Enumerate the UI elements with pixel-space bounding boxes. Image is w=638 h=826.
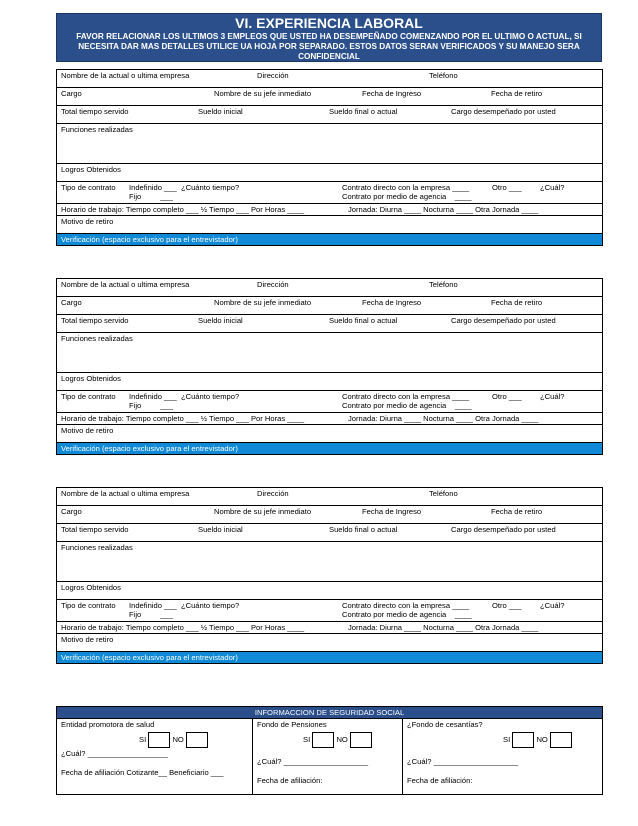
direct-contract-option: Contrato directo con la empresa xyxy=(342,183,451,192)
health-no-label: NO xyxy=(172,735,184,744)
pension-no-label: NO xyxy=(336,735,348,744)
schedule-label: Horario de trabajo: Tiempo completo ___ ½ Tiempo ___ Por Horas ____ xyxy=(61,414,305,423)
section-header xyxy=(56,13,602,62)
leaving-reason-label: Motivo de retiro xyxy=(61,217,114,226)
achievements-field[interactable] xyxy=(57,164,603,182)
achievements-label: Logros Obtenidos xyxy=(61,583,121,592)
achievements-field[interactable] xyxy=(57,582,603,600)
company-name-label: Nombre de la actual o ultima empresa xyxy=(61,71,190,80)
end-date-label: Fecha de retiro xyxy=(491,89,543,98)
which-label: ¿Cuál? xyxy=(540,392,565,401)
role-held-label: Cargo desempeñado por usted xyxy=(451,107,556,116)
indefinite-option[interactable]: Indefinido ___ xyxy=(129,183,177,192)
fixed-term-blank[interactable]: ___ xyxy=(160,610,173,619)
direct-contract-blank[interactable]: ____ xyxy=(452,601,470,610)
initial-salary-label: Sueldo inicial xyxy=(198,107,243,116)
phone-label: Teléfono xyxy=(429,280,458,289)
pension-affiliation-field[interactable]: Fecha de afiliación: xyxy=(257,776,323,785)
which-label: ¿Cuál? xyxy=(540,601,565,610)
schedule-label: Horario de trabajo: Tiempo completo ___ ½ Tiempo ___ Por Horas ____ xyxy=(61,205,305,214)
time-served-label: Total tiempo servido xyxy=(61,525,129,534)
initial-salary-label: Sueldo inicial xyxy=(198,525,243,534)
start-date-label: Fecha de Ingreso xyxy=(362,89,422,98)
schedule-row[interactable] xyxy=(57,204,603,216)
leaving-reason-field[interactable] xyxy=(57,216,603,234)
supervisor-label: Nombre de su jefe inmediato xyxy=(214,507,312,516)
severance-no-label: NO xyxy=(536,735,548,744)
health-entity-label: Entidad promotora de salud xyxy=(61,720,155,729)
other-option: Otro xyxy=(492,392,507,401)
achievements-field[interactable] xyxy=(57,373,603,391)
how-long-label: ¿Cuánto tiempo? xyxy=(180,183,240,192)
contract-type-label: Tipo de contrato xyxy=(61,601,116,610)
schedule-label: Horario de trabajo: Tiempo completo ___ ½ Tiempo ___ Por Horas ____ xyxy=(61,623,305,632)
start-date-label: Fecha de Ingreso xyxy=(362,298,422,307)
functions-label: Funciones realizadas xyxy=(61,543,133,552)
pension-which-field[interactable]: ¿Cuál? ____________________ xyxy=(257,757,369,766)
achievements-label: Logros Obtenidos xyxy=(61,374,121,383)
leaving-reason-label: Motivo de retiro xyxy=(61,635,114,644)
agency-contract-blank[interactable]: ____ xyxy=(454,192,472,201)
severance-fund-label: ¿Fondo de cesantías? xyxy=(407,720,483,729)
social-security-title: INFORMACCION DE SEGURIDAD SOCIAL xyxy=(57,707,603,719)
leaving-reason-field[interactable] xyxy=(57,425,603,443)
job-block-1 xyxy=(56,69,603,246)
functions-field[interactable] xyxy=(57,124,603,164)
indefinite-option[interactable]: Indefinido ___ xyxy=(129,601,177,610)
functions-field[interactable] xyxy=(57,542,603,582)
severance-affiliation-field[interactable]: Fecha de afiliación: xyxy=(407,776,473,785)
agency-contract-option: Contrato por medio de agencia xyxy=(342,192,447,201)
health-si-label: SI xyxy=(139,735,147,744)
supervisor-label: Nombre de su jefe inmediato xyxy=(214,298,312,307)
fixed-term-blank[interactable]: ___ xyxy=(160,401,173,410)
job-block-3 xyxy=(56,487,603,664)
section-instructions: FAVOR RELACIONAR LOS ULTIMOS 3 EMPLEOS QUE USTED HA DESEMPEÑADO COMENZANDO POR EL ULTIMO O ACTUAL, SI NECESITA DAR MAS DETALLES UTILICE UA HOJA POR SEPARADO. ESTOS DATOS SERAN VERIFICADOS Y SU MANEJO SERA CONFIDENCIAL xyxy=(76,32,582,61)
which-label: ¿Cuál? xyxy=(540,183,565,192)
verification-bar xyxy=(57,443,603,455)
position-label: Cargo xyxy=(61,507,82,516)
agency-contract-blank[interactable]: ____ xyxy=(454,610,472,619)
role-held-label: Cargo desempeñado por usted xyxy=(451,316,556,325)
severance-no-checkbox[interactable] xyxy=(550,732,572,748)
severance-si-checkbox[interactable] xyxy=(512,732,534,748)
health-affiliation-field[interactable]: Fecha de afiliación Cotizante__ Beneficiario ___ xyxy=(61,768,224,777)
salary-row[interactable] xyxy=(57,315,603,333)
direct-contract-blank[interactable]: ____ xyxy=(452,392,470,401)
contract-type-row[interactable] xyxy=(57,391,603,413)
achievements-label: Logros Obtenidos xyxy=(61,165,121,174)
verification-label: Verificación (espacio exclusivo para el entrevistador) xyxy=(61,444,238,453)
contract-type-label: Tipo de contrato xyxy=(61,392,116,401)
contract-type-label: Tipo de contrato xyxy=(61,183,116,192)
end-date-label: Fecha de retiro xyxy=(491,507,543,516)
position-label: Cargo xyxy=(61,298,82,307)
severance-si-label: SI xyxy=(503,735,511,744)
section-title: VI. EXPERIENCIA LABORAL xyxy=(235,15,423,31)
agency-contract-option: Contrato por medio de agencia xyxy=(342,610,447,619)
verification-label: Verificación (espacio exclusivo para el entrevistador) xyxy=(61,653,238,662)
other-blank[interactable]: ___ xyxy=(508,601,522,610)
indefinite-option[interactable]: Indefinido ___ xyxy=(129,392,177,401)
health-si-checkbox[interactable] xyxy=(148,732,170,748)
schedule-row[interactable] xyxy=(57,622,603,634)
job-block-2 xyxy=(56,278,603,455)
fixed-term-option: Fijo xyxy=(129,192,142,201)
agency-contract-option: Contrato por medio de agencia xyxy=(342,401,447,410)
role-held-label: Cargo desempeñado por usted xyxy=(451,525,556,534)
pension-no-checkbox[interactable] xyxy=(350,732,372,748)
position-label: Cargo xyxy=(61,89,82,98)
social-security-table xyxy=(56,706,603,795)
contract-type-row[interactable] xyxy=(57,182,603,204)
company-row[interactable] xyxy=(57,70,603,88)
contract-type-row[interactable] xyxy=(57,600,603,622)
final-salary-label: Sueldo final o actual xyxy=(329,107,398,116)
position-row[interactable] xyxy=(57,297,603,315)
health-which-field[interactable]: ¿Cuál? ___________________ xyxy=(61,749,168,758)
address-label: Dirección xyxy=(257,71,289,80)
other-option: Otro xyxy=(492,183,507,192)
address-label: Dirección xyxy=(257,489,289,498)
functions-field[interactable] xyxy=(57,333,603,373)
shift-label: Jornada: Diurna ____ Nocturna ____ Otra Jornada ____ xyxy=(348,414,539,423)
position-row[interactable] xyxy=(57,506,603,524)
company-row[interactable] xyxy=(57,279,603,297)
company-row[interactable] xyxy=(57,488,603,506)
time-served-label: Total tiempo servido xyxy=(61,107,129,116)
final-salary-label: Sueldo final o actual xyxy=(329,316,398,325)
severance-which-field[interactable]: ¿Cuál? ____________________ xyxy=(407,757,519,766)
fixed-term-option: Fijo xyxy=(129,401,142,410)
phone-label: Teléfono xyxy=(429,489,458,498)
functions-label: Funciones realizadas xyxy=(61,125,133,134)
functions-label: Funciones realizadas xyxy=(61,334,133,343)
time-served-label: Total tiempo servido xyxy=(61,316,129,325)
fixed-term-option: Fijo xyxy=(129,610,142,619)
leaving-reason-field[interactable] xyxy=(57,634,603,652)
leaving-reason-label: Motivo de retiro xyxy=(61,426,114,435)
phone-label: Teléfono xyxy=(429,71,458,80)
final-salary-label: Sueldo final o actual xyxy=(329,525,398,534)
initial-salary-label: Sueldo inicial xyxy=(198,316,243,325)
supervisor-label: Nombre de su jefe inmediato xyxy=(214,89,312,98)
fixed-term-blank[interactable]: ___ xyxy=(160,192,173,201)
verification-label: Verificación (espacio exclusivo para el entrevistador) xyxy=(61,235,238,244)
salary-row[interactable] xyxy=(57,106,603,124)
pension-fund-label: Fondo de Pensiones xyxy=(257,720,327,729)
schedule-row[interactable] xyxy=(57,413,603,425)
shift-label: Jornada: Diurna ____ Nocturna ____ Otra Jornada ____ xyxy=(348,205,539,214)
other-blank[interactable]: ___ xyxy=(508,183,522,192)
other-option: Otro xyxy=(492,601,507,610)
salary-row[interactable] xyxy=(57,524,603,542)
position-row[interactable] xyxy=(57,88,603,106)
pension-fund-cell xyxy=(253,719,403,795)
health-entity-cell xyxy=(57,719,253,795)
health-no-checkbox[interactable] xyxy=(186,732,208,748)
agency-contract-blank[interactable]: ____ xyxy=(454,401,472,410)
direct-contract-option: Contrato directo con la empresa xyxy=(342,601,451,610)
other-blank[interactable]: ___ xyxy=(508,392,522,401)
direct-contract-option: Contrato directo con la empresa xyxy=(342,392,451,401)
verification-bar xyxy=(57,652,603,664)
company-name-label: Nombre de la actual o ultima empresa xyxy=(61,280,190,289)
verification-bar xyxy=(57,234,603,246)
company-name-label: Nombre de la actual o ultima empresa xyxy=(61,489,190,498)
pension-si-label: SI xyxy=(303,735,311,744)
end-date-label: Fecha de retiro xyxy=(491,298,543,307)
direct-contract-blank[interactable]: ____ xyxy=(452,183,470,192)
how-long-label: ¿Cuánto tiempo? xyxy=(180,392,240,401)
start-date-label: Fecha de Ingreso xyxy=(362,507,422,516)
severance-fund-cell xyxy=(403,719,603,795)
address-label: Dirección xyxy=(257,280,289,289)
how-long-label: ¿Cuánto tiempo? xyxy=(180,601,240,610)
pension-si-checkbox[interactable] xyxy=(312,732,334,748)
shift-label: Jornada: Diurna ____ Nocturna ____ Otra Jornada ____ xyxy=(348,623,539,632)
